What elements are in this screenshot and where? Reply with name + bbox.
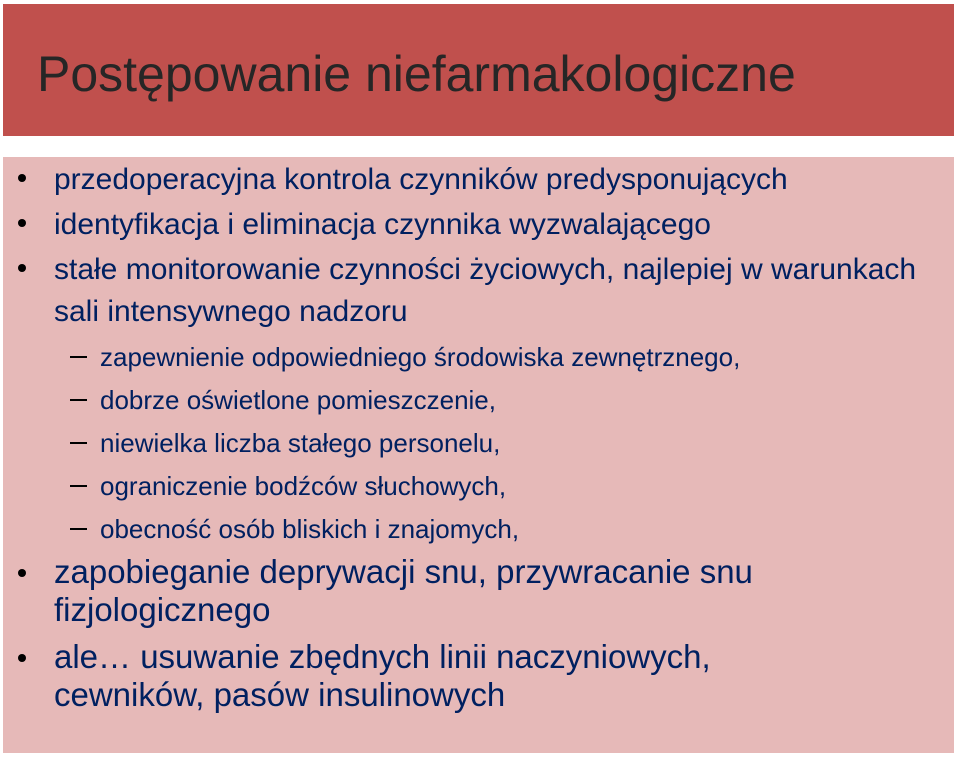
sub-list-item: niewielka liczba stałego personelu, bbox=[100, 428, 501, 458]
dash-marker bbox=[70, 528, 87, 530]
title-bar bbox=[3, 4, 954, 136]
sub-list-item: dobrze oświetlone pomieszczenie, bbox=[100, 385, 496, 415]
list-item: zapobieganie deprywacji snu, przywracanie snu fizjologicznego bbox=[54, 553, 753, 628]
bullet-dot bbox=[18, 264, 26, 272]
list-item: stałe monitorowanie czynności życiowych, najlepiej w warunkach sali intensywnego nadzoru bbox=[54, 253, 917, 328]
slide-title: Postępowanie niefarmakologiczne bbox=[37, 46, 796, 102]
bullet-dot bbox=[18, 219, 26, 227]
bullet-dot bbox=[18, 174, 26, 182]
sub-list-item: ograniczenie bodźców słuchowych, bbox=[100, 471, 507, 501]
sub-list-item: zapewnienie odpowiedniego środowiska zewnętrznego, bbox=[100, 342, 741, 372]
bullet-dot bbox=[18, 654, 26, 662]
content-box bbox=[3, 157, 954, 753]
dash-marker bbox=[70, 442, 87, 444]
list-item: ale… usuwanie zbędnych linii naczyniowych, cewników, pasów insulinowych bbox=[54, 638, 711, 713]
sub-list-item: obecność osób bliskich i znajomych, bbox=[100, 514, 520, 544]
dash-marker bbox=[70, 399, 87, 401]
list-item: przedoperacyjna kontrola czynników predysponujących bbox=[54, 163, 788, 196]
dash-marker bbox=[70, 485, 87, 487]
list-item: identyfikacja i eliminacja czynnika wyzwalającego bbox=[54, 208, 711, 241]
dash-marker bbox=[70, 356, 87, 358]
bullet-dot bbox=[18, 569, 26, 577]
